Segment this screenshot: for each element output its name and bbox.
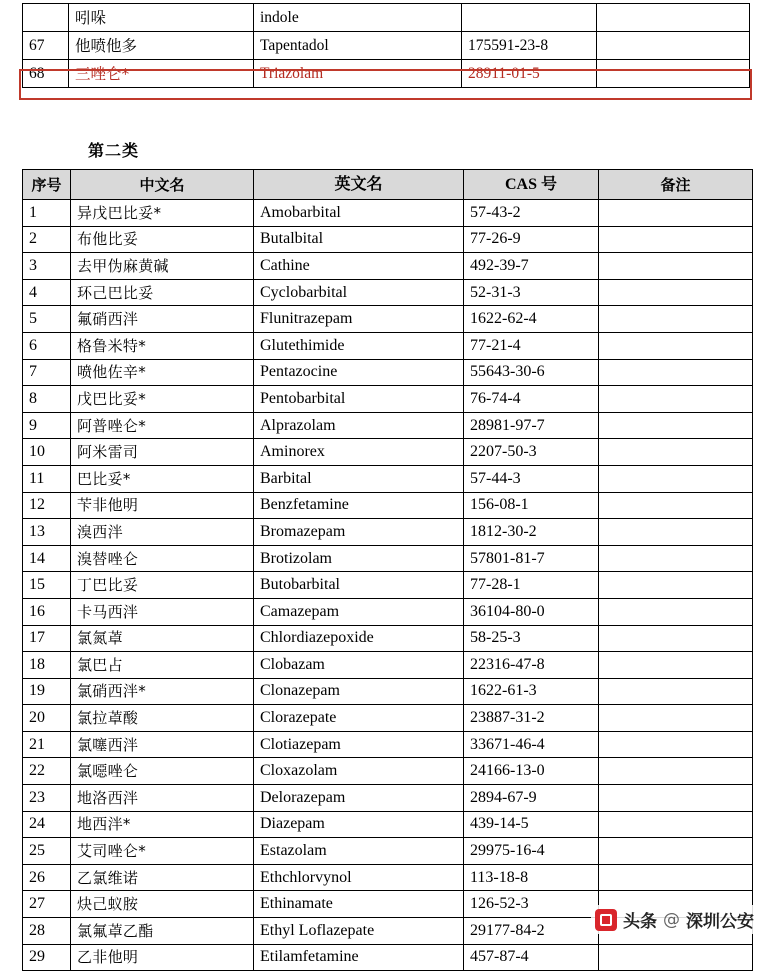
cell-cas: 113-18-8 — [464, 864, 599, 891]
table-row — [23, 465, 753, 492]
cell-chinese-name: 吲哚 — [69, 4, 254, 32]
cell-note — [599, 359, 753, 386]
cell-english-name: Camazepam — [254, 598, 464, 625]
cell-index: 28 — [23, 918, 71, 945]
cell-index: 7 — [23, 359, 71, 386]
cell-note — [599, 465, 753, 492]
cell-note — [599, 519, 753, 546]
cell-chinese-name: 喷他佐辛* — [71, 359, 254, 386]
cell-english-name: Benzfetamine — [254, 492, 464, 519]
cell-cas — [462, 4, 597, 32]
cell-note — [599, 545, 753, 572]
cell-note — [599, 785, 753, 812]
cell-english-name: Etilamfetamine — [254, 944, 464, 971]
cell-chinese-name: 溴西泮 — [71, 519, 254, 546]
cell-chinese-name: 格鲁米特* — [71, 332, 254, 359]
cell-chinese-name: 乙非他明 — [71, 944, 254, 971]
header-cas: CAS 号 — [464, 170, 599, 200]
table-row — [23, 545, 753, 572]
cell-note — [599, 332, 753, 359]
cell-cas: 22316-47-8 — [464, 652, 599, 679]
cell-cas: 439-14-5 — [464, 811, 599, 838]
cell-note — [599, 705, 753, 732]
cell-chinese-name: 去甲伪麻黄碱 — [71, 253, 254, 280]
table-row — [23, 572, 753, 599]
cell-chinese-name: 异戊巴比妥* — [71, 200, 254, 227]
cell-english-name: Cathine — [254, 253, 464, 280]
cell-chinese-name: 苄非他明 — [71, 492, 254, 519]
cell-index: 67 — [23, 32, 69, 60]
section-heading: 第二类 — [88, 141, 140, 160]
cell-cas: 1622-62-4 — [464, 306, 599, 333]
cell-index: 16 — [23, 598, 71, 625]
top-table-container — [22, 3, 749, 88]
table-row — [23, 598, 753, 625]
cell-english-name: Amobarbital — [254, 200, 464, 227]
table-row — [23, 386, 753, 413]
table-row — [23, 705, 753, 732]
cell-chinese-name: 艾司唑仑* — [71, 838, 254, 865]
cell-cas: 36104-80-0 — [464, 598, 599, 625]
cell-cas: 77-28-1 — [464, 572, 599, 599]
cell-english-name: Alprazolam — [254, 412, 464, 439]
cell-cas: 77-26-9 — [464, 226, 599, 253]
cell-english-name: Clobazam — [254, 652, 464, 679]
cell-chinese-name: 氯噁唑仑 — [71, 758, 254, 785]
cell-english-name: Aminorex — [254, 439, 464, 466]
cell-chinese-name: 环己巴比妥 — [71, 279, 254, 306]
cell-chinese-name: 炔己蚁胺 — [71, 891, 254, 918]
cell-note — [599, 386, 753, 413]
cell-note — [597, 60, 750, 88]
table-row — [23, 4, 750, 32]
cell-english-name: Ethchlorvynol — [254, 864, 464, 891]
cell-chinese-name: 巴比妥* — [71, 465, 254, 492]
top-table — [22, 3, 750, 88]
cell-cas: 24166-13-0 — [464, 758, 599, 785]
cell-cas: 2894-67-9 — [464, 785, 599, 812]
cell-chinese-name: 氯巴占 — [71, 652, 254, 679]
cell-index: 21 — [23, 731, 71, 758]
cell-index: 11 — [23, 465, 71, 492]
cell-index: 20 — [23, 705, 71, 732]
cell-chinese-name: 丁巴比妥 — [71, 572, 254, 599]
cell-note — [599, 944, 753, 971]
cell-english-name: Ethyl Loflazepate — [254, 918, 464, 945]
cell-chinese-name: 地西泮* — [71, 811, 254, 838]
table-row — [23, 32, 750, 60]
watermark-separator: @ — [663, 909, 680, 930]
table-row — [23, 864, 753, 891]
table-row — [23, 652, 753, 679]
table-row-highlighted — [23, 60, 750, 88]
cell-cas: 55643-30-6 — [464, 359, 599, 386]
table-row — [23, 359, 753, 386]
cell-english-name: Cloxazolam — [254, 758, 464, 785]
cell-english-name: Pentobarbital — [254, 386, 464, 413]
header-english-name: 英文名 — [254, 170, 464, 200]
main-table-container — [22, 169, 752, 971]
cell-note — [599, 439, 753, 466]
cell-english-name: Clotiazepam — [254, 731, 464, 758]
cell-cas: 492-39-7 — [464, 253, 599, 280]
cell-chinese-name: 氯拉䓬酸 — [71, 705, 254, 732]
cell-note — [599, 625, 753, 652]
cell-english-name: Brotizolam — [254, 545, 464, 572]
cell-note — [599, 200, 753, 227]
watermark — [591, 905, 758, 934]
cell-english-name: Butalbital — [254, 226, 464, 253]
header-chinese-name: 中文名 — [71, 170, 254, 200]
table-row — [23, 625, 753, 652]
cell-note — [599, 226, 753, 253]
cell-index: 9 — [23, 412, 71, 439]
cell-chinese-name: 氯硝西泮* — [71, 678, 254, 705]
table-row — [23, 519, 753, 546]
cell-index: 8 — [23, 386, 71, 413]
cell-cas: 175591-23-8 — [462, 32, 597, 60]
cell-index: 26 — [23, 864, 71, 891]
table-row — [23, 838, 753, 865]
cell-chinese-name: 布他比妥 — [71, 226, 254, 253]
cell-index: 18 — [23, 652, 71, 679]
table-row — [23, 678, 753, 705]
cell-index: 15 — [23, 572, 71, 599]
cell-english-name: Glutethimide — [254, 332, 464, 359]
top-table-body — [23, 4, 750, 88]
cell-chinese-name: 氯噻西泮 — [71, 731, 254, 758]
cell-cas: 457-87-4 — [464, 944, 599, 971]
cell-english-name: Pentazocine — [254, 359, 464, 386]
cell-chinese-name: 阿米雷司 — [71, 439, 254, 466]
cell-index: 3 — [23, 253, 71, 280]
cell-english-name: Barbital — [254, 465, 464, 492]
cell-chinese-name: 他喷他多 — [69, 32, 254, 60]
cell-cas: 76-74-4 — [464, 386, 599, 413]
cell-cas: 77-21-4 — [464, 332, 599, 359]
cell-index — [23, 4, 69, 32]
table-row — [23, 226, 753, 253]
cell-note — [599, 731, 753, 758]
table-row — [23, 492, 753, 519]
cell-chinese-name: 戊巴比妥* — [71, 386, 254, 413]
cell-note — [599, 838, 753, 865]
cell-index: 12 — [23, 492, 71, 519]
cell-index: 1 — [23, 200, 71, 227]
table-row — [23, 811, 753, 838]
table-row — [23, 279, 753, 306]
cell-index: 25 — [23, 838, 71, 865]
cell-cas: 29975-16-4 — [464, 838, 599, 865]
cell-chinese-name: 溴替唑仑 — [71, 545, 254, 572]
table-row — [23, 758, 753, 785]
cell-index: 29 — [23, 944, 71, 971]
table-row — [23, 200, 753, 227]
cell-cas: 126-52-3 — [464, 891, 599, 918]
cell-index: 4 — [23, 279, 71, 306]
cell-note — [597, 32, 750, 60]
cell-chinese-name: 卡马西泮 — [71, 598, 254, 625]
cell-english-name: Delorazepam — [254, 785, 464, 812]
cell-english-name: Clonazepam — [254, 678, 464, 705]
cell-note — [599, 279, 753, 306]
toutiao-logo-icon — [595, 909, 617, 931]
cell-note — [599, 492, 753, 519]
cell-note — [599, 758, 753, 785]
cell-index: 24 — [23, 811, 71, 838]
cell-cas: 1812-30-2 — [464, 519, 599, 546]
cell-note — [597, 4, 750, 32]
cell-cas: 33671-46-4 — [464, 731, 599, 758]
cell-english-name: Clorazepate — [254, 705, 464, 732]
cell-index: 17 — [23, 625, 71, 652]
header-note: 备注 — [599, 170, 753, 200]
cell-index: 68 — [23, 60, 69, 88]
cell-cas: 23887-31-2 — [464, 705, 599, 732]
cell-english-name: Flunitrazepam — [254, 306, 464, 333]
cell-cas: 156-08-1 — [464, 492, 599, 519]
cell-english-name: Triazolam — [254, 60, 462, 88]
cell-english-name: Chlordiazepoxide — [254, 625, 464, 652]
cell-english-name: Diazepam — [254, 811, 464, 838]
cell-cas: 57-44-3 — [464, 465, 599, 492]
table-row — [23, 306, 753, 333]
table-row — [23, 731, 753, 758]
watermark-brand: 头条 — [623, 912, 657, 932]
table-row — [23, 944, 753, 971]
cell-index: 23 — [23, 785, 71, 812]
header-index: 序号 — [23, 170, 71, 200]
cell-cas: 2207-50-3 — [464, 439, 599, 466]
cell-chinese-name: 乙氯维诺 — [71, 864, 254, 891]
cell-index: 14 — [23, 545, 71, 572]
cell-note — [599, 678, 753, 705]
cell-english-name: Bromazepam — [254, 519, 464, 546]
cell-english-name: Cyclobarbital — [254, 279, 464, 306]
main-table — [22, 169, 753, 971]
cell-chinese-name: 地洛西泮 — [71, 785, 254, 812]
cell-english-name: Tapentadol — [254, 32, 462, 60]
cell-cas: 1622-61-3 — [464, 678, 599, 705]
cell-cas: 57801-81-7 — [464, 545, 599, 572]
cell-cas: 57-43-2 — [464, 200, 599, 227]
cell-cas: 58-25-3 — [464, 625, 599, 652]
table-row — [23, 785, 753, 812]
cell-chinese-name: 氯氮䓬 — [71, 625, 254, 652]
cell-index: 22 — [23, 758, 71, 785]
table-row — [23, 332, 753, 359]
cell-chinese-name: 阿普唑仑* — [71, 412, 254, 439]
cell-english-name: Ethinamate — [254, 891, 464, 918]
cell-index: 27 — [23, 891, 71, 918]
cell-chinese-name: 氟硝西泮 — [71, 306, 254, 333]
cell-note — [599, 253, 753, 280]
cell-english-name: Estazolam — [254, 838, 464, 865]
main-table-body — [23, 200, 753, 971]
cell-chinese-name: 三唑仑* — [69, 60, 254, 88]
cell-index: 10 — [23, 439, 71, 466]
cell-chinese-name: 氯氟䓬乙酯 — [71, 918, 254, 945]
cell-note — [599, 306, 753, 333]
cell-index: 5 — [23, 306, 71, 333]
cell-note — [599, 412, 753, 439]
header-row — [23, 170, 753, 200]
table-row — [23, 253, 753, 280]
table-row — [23, 439, 753, 466]
cell-note — [599, 598, 753, 625]
cell-cas: 28981-97-7 — [464, 412, 599, 439]
cell-index: 2 — [23, 226, 71, 253]
cell-index: 6 — [23, 332, 71, 359]
table-row — [23, 412, 753, 439]
cell-english-name: indole — [254, 4, 462, 32]
cell-index: 13 — [23, 519, 71, 546]
cell-cas: 29177-84-2 — [464, 918, 599, 945]
cell-note — [599, 652, 753, 679]
cell-english-name: Butobarbital — [254, 572, 464, 599]
cell-cas: 52-31-3 — [464, 279, 599, 306]
watermark-account: 深圳公安 — [686, 912, 754, 932]
cell-note — [599, 572, 753, 599]
main-table-header — [23, 170, 753, 200]
cell-index: 19 — [23, 678, 71, 705]
cell-note — [599, 811, 753, 838]
cell-note — [599, 864, 753, 891]
cell-cas: 28911-01-5 — [462, 60, 597, 88]
